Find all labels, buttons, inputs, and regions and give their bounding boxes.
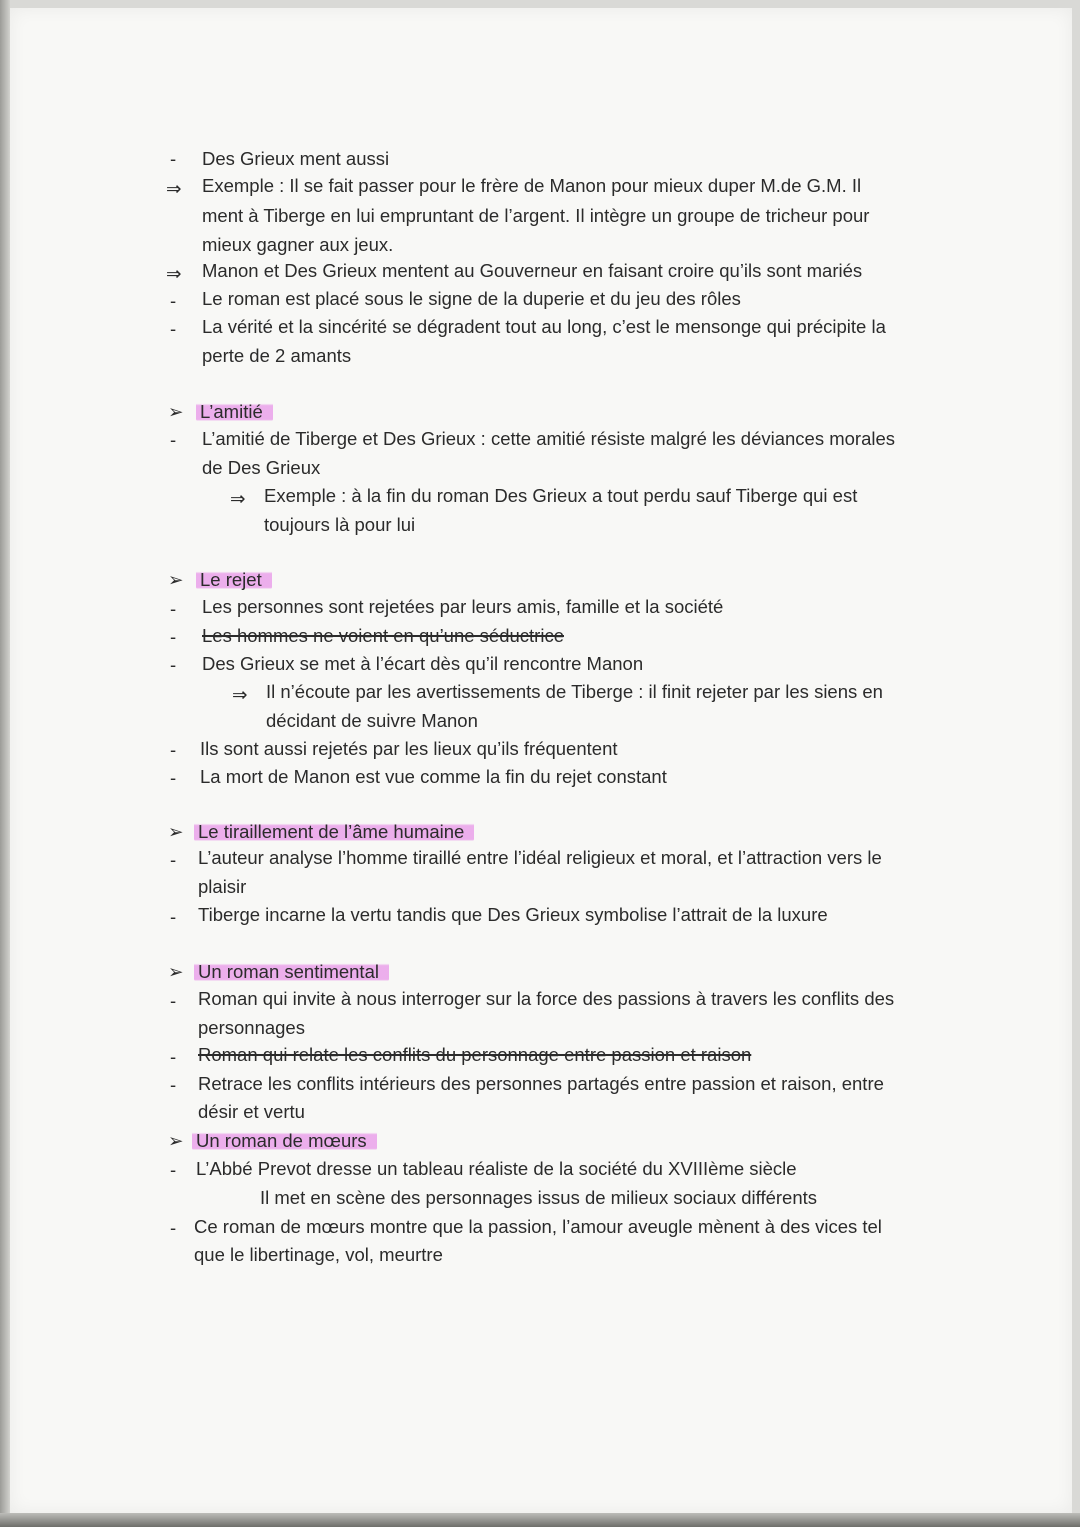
dash-bullet: - [170, 1159, 177, 1180]
heading-highlight: Le tiraillement de l’âme humaine [194, 821, 474, 842]
page-content [10, 8, 1072, 1513]
section-heading-sentimental [194, 958, 389, 986]
text-line: La vérité et la sincérité se dégradent tout au long, c’est le mensonge qui précipite la [202, 316, 886, 337]
dash-bullet: - [170, 626, 177, 647]
heading-highlight: Un roman de mœurs [192, 1130, 377, 1151]
heading-highlight: Le rejet [196, 569, 272, 590]
text-line: désir et vertu [198, 1101, 305, 1122]
dash-bullet: - [170, 318, 177, 339]
text-line: toujours là pour lui [264, 514, 416, 535]
dash-bullet: - [170, 429, 177, 450]
chevron-icon: ➢ [168, 569, 184, 590]
struck-text-line: Les hommes ne voient en qu’une séductrice [202, 625, 564, 646]
text-line: L’auteur analyse l’homme tiraillé entre l’idéal religieux et moral, et l’attraction vers le [198, 847, 882, 868]
text-line: Des Grieux se met à l’écart dès qu’il rencontre Manon [202, 653, 644, 674]
section-heading-tiraillement [194, 818, 474, 846]
chevron-icon: ➢ [168, 1130, 184, 1151]
text-line: Manon et Des Grieux mentent au Gouverneur en faisant croire qu’ils sont mariés [202, 260, 863, 281]
dash-bullet: - [170, 849, 177, 870]
arrow-icon: ⇒ [230, 488, 246, 509]
chevron-icon: ➢ [168, 961, 184, 982]
text-line: Des Grieux ment aussi [202, 148, 390, 169]
arrow-icon: ⇒ [232, 684, 248, 705]
dash-bullet: - [170, 1217, 177, 1238]
dash-bullet: - [170, 906, 177, 927]
text-line: que le libertinage, vol, meurtre [194, 1244, 443, 1265]
dash-bullet: - [170, 654, 177, 675]
text-line: perte de 2 amants [202, 345, 352, 366]
text-line: La mort de Manon est vue comme la fin du rejet constant [200, 766, 667, 787]
text-line: de Des Grieux [202, 457, 321, 478]
struck-text-line: Roman qui relate les conflits du personnage entre passion et raison [198, 1044, 752, 1065]
text-line: Il n’écoute par les avertissements de Tiberge : il finit rejeter par les siens en [266, 681, 883, 702]
text-line: Tiberge incarne la vertu tandis que Des Grieux symbolise l’attrait de la luxure [198, 904, 828, 925]
text-line: Roman qui invite à nous interroger sur la force des passions à travers les conflits des [198, 988, 895, 1009]
text-line: Il met en scène des personnages issus de milieux sociaux différents [260, 1187, 818, 1208]
text-line: Le roman est placé sous le signe de la duperie et du jeu des rôles [202, 288, 741, 309]
dash-bullet: - [170, 598, 177, 619]
dash-bullet: - [170, 1074, 177, 1095]
dash-bullet: - [170, 290, 177, 311]
arrow-icon: ⇒ [166, 178, 182, 199]
arrow-icon: ⇒ [166, 263, 182, 284]
page-bottom-edge [0, 1513, 1080, 1527]
text-line: mieux gagner aux jeux. [202, 234, 394, 255]
heading-highlight: L’amitié [196, 401, 273, 422]
text-line: Exemple : à la fin du roman Des Grieux a tout perdu sauf Tiberge qui est [264, 485, 858, 506]
dash-bullet: - [170, 148, 177, 169]
text-line: Ce roman de mœurs montre que la passion, l’amour aveugle mènent à des vices tel [194, 1216, 882, 1237]
section-heading-amitie [196, 398, 273, 426]
text-line: décidant de suivre Manon [266, 710, 478, 731]
page-left-edge [0, 0, 10, 1527]
text-line: Ils sont aussi rejetés par les lieux qu’ils fréquentent [200, 738, 618, 759]
text-line: Retrace les conflits intérieurs des personnes partagés entre passion et raison, entre [198, 1073, 884, 1094]
dash-bullet: - [170, 990, 177, 1011]
text-line: L’amitié de Tiberge et Des Grieux : cette amitié résiste malgré les déviances morales [202, 428, 896, 449]
chevron-icon: ➢ [168, 401, 184, 422]
chevron-icon: ➢ [168, 821, 184, 842]
text-line: plaisir [198, 876, 247, 897]
text-line: Les personnes sont rejetées par leurs amis, famille et la société [202, 596, 724, 617]
section-heading-moeurs [192, 1127, 377, 1155]
text-line: personnages [198, 1017, 305, 1038]
text-line: L’Abbé Prevot dresse un tableau réaliste de la société du XVIIIème siècle [196, 1158, 797, 1179]
text-line: ment à Tiberge en lui empruntant de l’argent. Il intègre un groupe de tricheur pour [202, 205, 870, 226]
text-line: Exemple : Il se fait passer pour le frère de Manon pour mieux duper M.de G.M. Il [202, 175, 862, 196]
heading-highlight: Un roman sentimental [194, 961, 389, 982]
dash-bullet: - [170, 767, 177, 788]
dash-bullet: - [170, 1046, 177, 1067]
dash-bullet: - [170, 739, 177, 760]
section-heading-rejet [196, 566, 272, 594]
scanned-page [10, 8, 1072, 1513]
